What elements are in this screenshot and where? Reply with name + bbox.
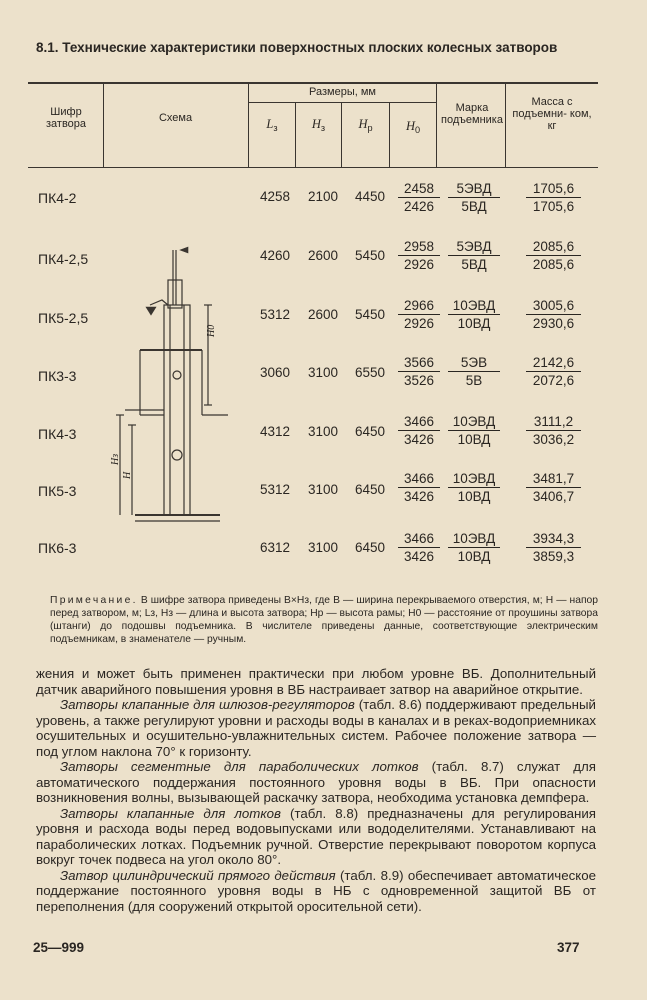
paragraph: жения и может быть применен практически при любом уровне ВБ. Дополнительный датчик аварийного повышения уровня в ВБ настраивает затвор на аварийное открытие. <box>36 666 596 697</box>
row-H0: $\frac{3466}{3426}$ <box>398 413 440 448</box>
row-L: 3060 <box>260 365 291 380</box>
table-top-rule <box>28 82 598 84</box>
header-L: $L_з$ <box>266 117 278 134</box>
row-code: ПК3-3 <box>38 368 77 384</box>
row-mass: $\frac{2142,6}{2072,6}$ <box>526 354 581 389</box>
row-hoist: 5ЭВД 5ВД <box>448 180 500 215</box>
row-hoist: 10ЭВД 10ВД <box>448 413 500 448</box>
header-code: Шифр затвора <box>45 106 87 130</box>
row-Hz: 3100 <box>308 365 339 380</box>
row-Hz: 2600 <box>308 248 339 263</box>
row-L: 6312 <box>260 540 291 555</box>
header-scheme: Схема <box>158 112 193 124</box>
row-Hz: 3100 <box>308 540 339 555</box>
row-Hp: 6450 <box>355 482 386 497</box>
row-hoist: 5ЭВ 5В <box>448 354 500 389</box>
row-Hz: 2600 <box>308 307 339 322</box>
row-code: ПК6-3 <box>38 540 77 556</box>
row-mass: $\frac{2085,6}{2085,6}$ <box>526 238 581 273</box>
row-mass: $\frac{3934,3}{3859,3}$ <box>526 530 581 565</box>
table-caption: 8.1. Технические характеристики поверхностных плоских колесных затворов <box>36 40 558 55</box>
footer-signature: 25—999 <box>33 940 85 955</box>
header-mass: Масса с подъемни- ком, кг <box>512 96 592 132</box>
col-divider <box>341 102 342 167</box>
row-code: ПК4-2,5 <box>38 251 89 267</box>
row-Hp: 4450 <box>355 189 386 204</box>
row-L: 4260 <box>260 248 291 263</box>
row-H0: $\frac{2958}{2926}$ <box>398 238 440 273</box>
body-text <box>36 666 596 914</box>
row-code: ПК5-2,5 <box>38 310 89 326</box>
row-hoist: 10ЭВД 10ВД <box>448 530 500 565</box>
col-divider <box>436 83 437 167</box>
row-hoist: 10ЭВД 10ВД <box>448 297 500 332</box>
row-hoist: 10ЭВД 10ВД <box>448 470 500 505</box>
row-L: 5312 <box>260 307 291 322</box>
row-hoist: 5ЭВД 5ВД <box>448 238 500 273</box>
paragraph: Затворы клапанные для шлюзов-регуляторов (табл. 8.6) поддерживают предельный уровень, а также регулируют уровни и расходы воды в каналах и в реках-водоприемниках осушительных и осушительно-увлажнительных систем. Рабочее положение затвора — под углом наклона 70° к горизонту. <box>36 697 596 759</box>
row-Hp: 5450 <box>355 248 386 263</box>
row-L: 4258 <box>260 189 291 204</box>
row-Hp: 6450 <box>355 424 386 439</box>
header-Hz: $H_з$ <box>311 117 326 134</box>
row-L: 5312 <box>260 482 291 497</box>
table-note: Примечание. В шифре затвора приведены B×Hз, где B — ширина перекрываемого отверстия, м; H — напор перед затвором, м; Lз, Hз — длина и высота затвора; Hр — высота рамы; H0 — расстояние от проушины затвора (штанги) до подошвы подъемника. В числителе приведены данные, соответствующие электрическим подъемникам, в знаменателе — ручным. <box>50 595 598 646</box>
row-H0: $\frac{3466}{3426}$ <box>398 470 440 505</box>
col-divider <box>505 83 506 167</box>
row-H0: $\frac{3566}{3526}$ <box>398 354 440 389</box>
row-code: ПК4-3 <box>38 426 77 442</box>
row-Hz: 3100 <box>308 482 339 497</box>
header-hoist: Марка подъемника <box>441 102 503 126</box>
scheme-label-h: H <box>122 471 133 479</box>
row-Hp: 6550 <box>355 365 386 380</box>
row-mass: $\frac{3481,7}{3406,7}$ <box>526 470 581 505</box>
paragraph: Затворы сегментные для параболических лотков (табл. 8.7) служат для автоматического поддержания постоянного уровня воды в ВБ. При опасности возникновения волны, вызывающей раскачку затвора, необходима установка демпфера. <box>36 759 596 805</box>
sizes-rule <box>248 102 436 103</box>
header-Hp: $H_р$ <box>358 117 373 134</box>
row-H0: $\frac{2458}{2426}$ <box>398 180 440 215</box>
col-divider <box>295 102 296 167</box>
row-mass: $\frac{1705,6}{1705,6}$ <box>526 180 581 215</box>
page-number: 377 <box>557 940 580 955</box>
row-L: 4312 <box>260 424 291 439</box>
row-code: ПК5-3 <box>38 483 77 499</box>
header-bottom-rule <box>28 167 598 168</box>
col-divider <box>103 83 104 167</box>
row-Hz: 2100 <box>308 189 339 204</box>
header-H0: $H_0$ <box>405 119 421 136</box>
row-H0: $\frac{3466}{3426}$ <box>398 530 440 565</box>
row-Hp: 6450 <box>355 540 386 555</box>
row-Hp: 5450 <box>355 307 386 322</box>
row-H0: $\frac{2966}{2926}$ <box>398 297 440 332</box>
scheme-label-hz: Hз <box>110 453 121 465</box>
header-sizes: Размеры, мм <box>309 86 376 98</box>
row-Hz: 3100 <box>308 424 339 439</box>
scheme-label-h0: H0 <box>206 324 217 337</box>
row-mass: $\frac{3111,2}{3036,2}$ <box>526 413 581 448</box>
row-code: ПК4-2 <box>38 190 77 206</box>
paragraph: Затвор цилиндрический прямого действия (табл. 8.9) обеспечивает автоматическое поддержание постоянного уровня воды в НБ с одновременной защитой ВБ от переполнения (для сооружений открытой оросительной сети). <box>36 867 596 914</box>
paragraph: Затворы клапанные для лотков (табл. 8.8) предназначены для регулирования уровня и расхода воды перед водовыпусками или вододелителями. Устанавливают на параболических лотках. Подъемник ручной. Отверстие перекрывают поворотом корпуса вокруг точек подвеса на угол около 80°. <box>36 805 597 867</box>
row-mass: $\frac{3005,6}{2930,6}$ <box>526 297 581 332</box>
gate-scheme-drawing <box>110 245 250 525</box>
